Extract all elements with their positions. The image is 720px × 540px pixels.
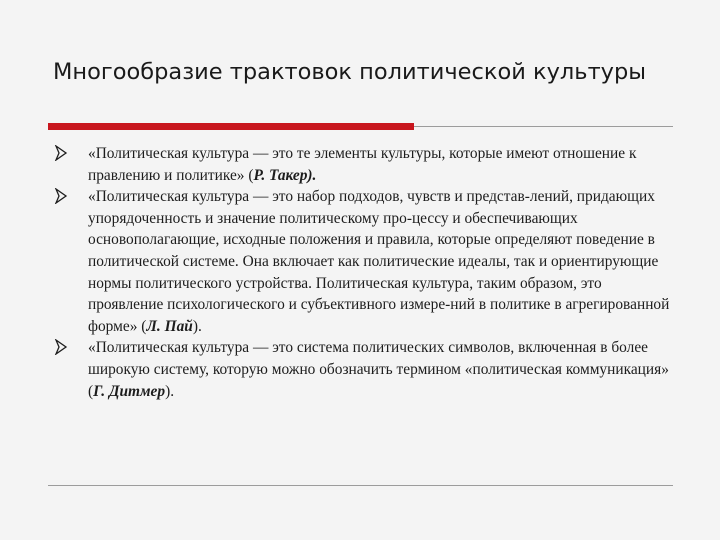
footer-divider	[48, 485, 673, 486]
quote-author: Л. Пай	[146, 317, 193, 335]
arrowhead-bullet-icon	[54, 339, 68, 355]
quote-tail: ).	[192, 317, 202, 335]
list-item	[54, 143, 674, 186]
quote-body: «Политическая культура — это те элементы культуры, которые имеют отношение к правлению и политике» (	[88, 145, 637, 184]
bullet-list	[54, 143, 674, 402]
list-item	[54, 186, 674, 337]
quote-body: «Политическая культура — это набор подходов, чувств и представ-лений, придающих упорядоченность и значение политическому про-цессу и обеспечивающих основополагающие, исходные положения и правила, которые определяют поведение в политической системе. Она включает как политические идеалы, так и ориентирующие нормы политического устройства. Политическая культура, таким образом, это проявление психологического и субъективного измере-ний в политике в агрегированной форме» (	[88, 188, 670, 335]
list-item	[54, 337, 674, 402]
arrowhead-bullet-icon	[54, 145, 68, 161]
quote-author: Р. Такер).	[253, 166, 317, 184]
slide-title: Многообразие трактовок политической культуры	[53, 59, 647, 85]
quote-text	[88, 337, 674, 402]
title-accent-bar	[48, 123, 414, 130]
arrowhead-bullet-icon	[54, 188, 68, 204]
quote-text	[88, 186, 674, 337]
quote-author: Г. Дитмер	[93, 382, 166, 400]
quote-tail: ).	[165, 382, 175, 400]
quote-text	[88, 143, 674, 186]
quote-body: «Политическая культура — это система политических символов, включенная в более широкую систему, которую можно обозначить термином «политическая коммуникация» (	[88, 339, 669, 400]
